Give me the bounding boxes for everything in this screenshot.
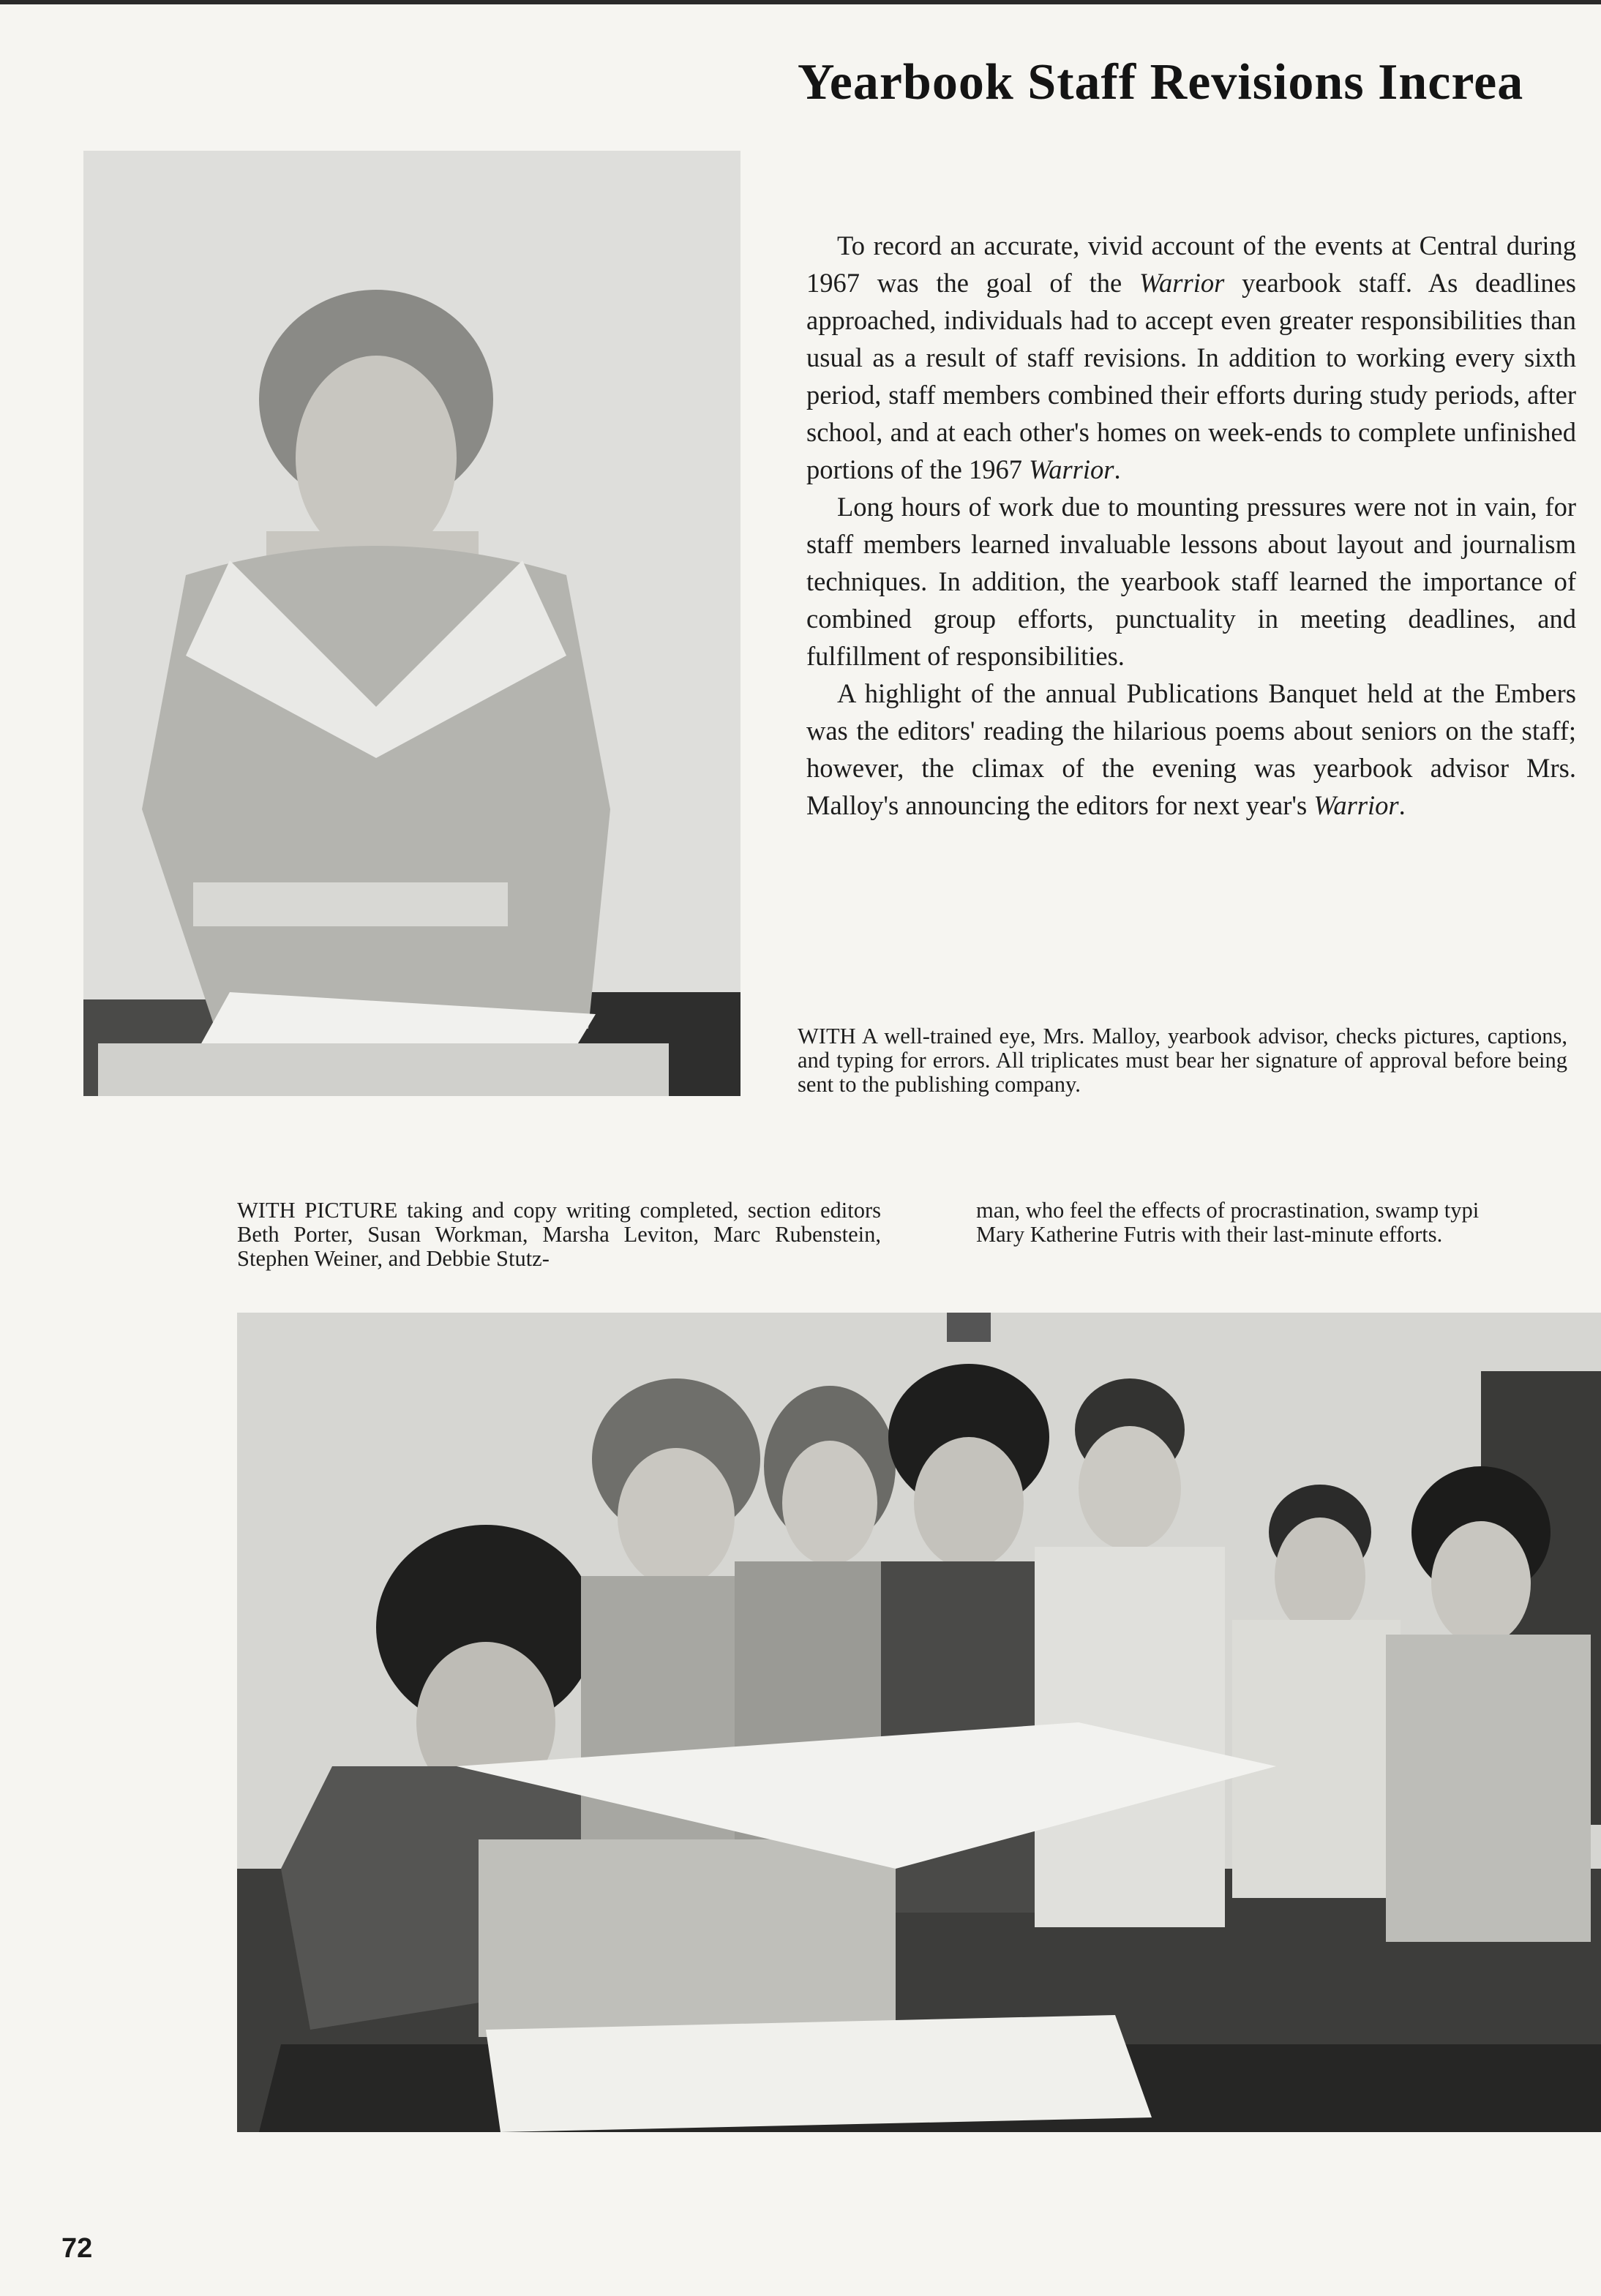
staff-group-photo [237,1313,1601,2132]
article-paragraph-2: Long hours of work due to mounting pressures were not in vain, for staff members learned invaluable lessons about layout and journalism techniques. In addition, the yearbook staff learned the importance of combined group efforts, punctuality in meeting deadlines, and fulfillment of responsibilities. [806,492,1576,671]
page-headline: Yearbook Staff Revisions Increa [798,54,1524,110]
warrior-title: Warrior [1313,790,1399,820]
staff-photo-illustration [237,1313,1601,2132]
staff-caption-line-2: Mary Katherine Futris with their last-minute efforts. [976,1222,1443,1247]
advisor-photo-illustration [83,151,740,1096]
warrior-title: Warrior [1029,454,1114,484]
page-number: 72 [61,2233,93,2264]
advisor-photo-caption: WITH A well-trained eye, Mrs. Malloy, yearbook advisor, checks pictures, captions, and typing for errors. All triplicates must bear her signature of approval before being sent to the publishing company. [798,1024,1567,1097]
article-paragraph-3: A highlight of the annual Publications Banquet held at the Embers was the editors' reading the hilarious poems about seniors on the staff; however, the climax of the evening was yearbook advisor Mrs. Malloy's announcing the editors for next year's Warrior. [806,678,1576,820]
article-body [806,227,1576,824]
advisor-photo [83,151,740,1096]
staff-photo-caption-right [976,1198,1601,1247]
article-paragraph-1: To record an accurate, vivid account of the events at Central during 1967 was the goal of the Warrior yearbook staff. As deadlines approached, individuals had to accept even greater responsibilities than usual as a result of staff revisions. In addition to working every sixth period, staff members combined their efforts during study periods, after school, and at each other's homes on week-ends to complete unfinished portions of the 1967 Warrior. [806,230,1576,484]
top-rule [0,0,1601,4]
warrior-title: Warrior [1139,268,1225,298]
staff-photo-caption-left: WITH PICTURE taking and copy writing completed, section editors Beth Porter, Susan Workman, Marsha Leviton, Marc Rubenstein, Stephen Weiner, and Debbie Stutz- [237,1198,881,1271]
staff-caption-line-1: man, who feel the effects of procrastination, swamp typi [976,1198,1480,1223]
